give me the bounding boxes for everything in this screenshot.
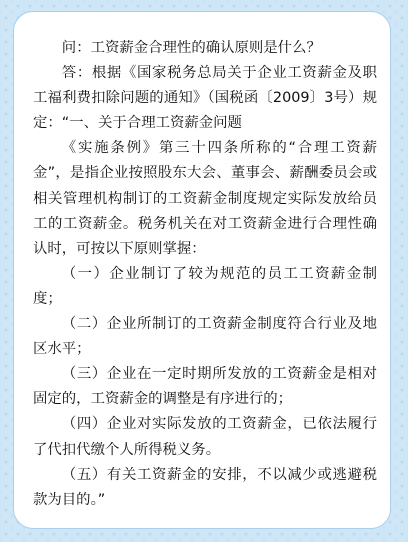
definition-paragraph: 《实施条例》第三十四条所称的“合理工资薪金”，是指企业按照股东大会、董事会、薪酬委员会或相关管理机构制订的工资薪金制度规定实际发放给员工的工资薪金。税务机关在对工资薪金进行合理性确认时，可按以下原则掌握： xyxy=(33,140,377,257)
question-paragraph: 问：工资薪金合理性的确认原则是什么？ xyxy=(61,40,321,56)
article-body xyxy=(33,36,377,513)
principle-item-4: （四）企业对实际发放的工资薪金，已依法履行了代扣代缴个人所得税义务。 xyxy=(33,416,377,458)
principle-item-2: （二）企业所制订的工资薪金制度符合行业及地区水平； xyxy=(33,316,377,358)
answer-intro-paragraph: 答：根据《国家税务总局关于企业工资薪金及职工福利费扣除问题的通知》（国税函〔2009〕3号）规定：“一、关于合理工资薪金问题 xyxy=(33,65,377,132)
article-card xyxy=(13,11,391,529)
principle-item-1: （一）企业制订了较为规范的员工工资薪金制度； xyxy=(33,265,377,307)
principle-item-3: （三）企业在一定时期所发放的工资薪金是相对固定的，工资薪金的调整是有序进行的； xyxy=(33,366,377,408)
principle-item-5: （五）有关工资薪金的安排，不以减少或逃避税款为目的。” xyxy=(33,466,377,508)
